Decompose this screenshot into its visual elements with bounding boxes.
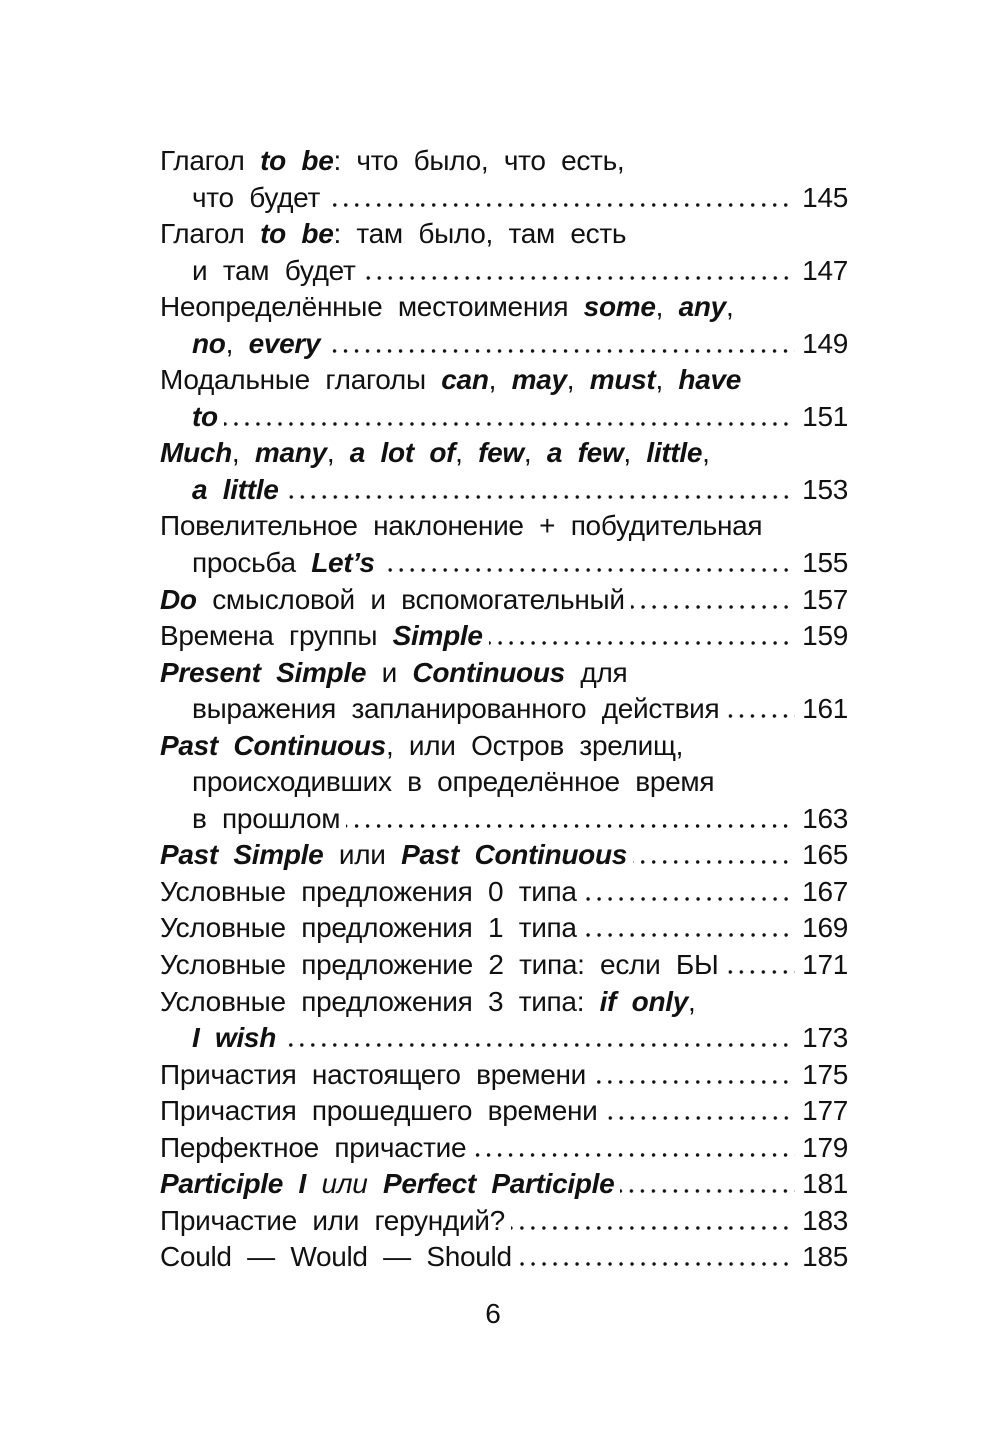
toc-text-segment: , — [566, 364, 590, 396]
toc-entry — [160, 216, 848, 289]
toc-line-text — [192, 1020, 276, 1057]
toc-text-segment: Условные предложения 3 типа: — [160, 985, 600, 1017]
dot-leader — [285, 495, 796, 499]
toc-text-segment: , — [326, 437, 350, 469]
toc-term: Much — [160, 437, 232, 469]
toc-text-segment: в прошлом — [192, 802, 341, 834]
toc-line — [160, 143, 848, 180]
toc-entry — [160, 947, 848, 984]
toc-line-text — [160, 289, 733, 326]
dot-leader — [725, 714, 795, 718]
toc-term: if only — [599, 985, 688, 1017]
toc-term: have — [678, 364, 742, 396]
toc-term: any — [678, 291, 726, 323]
toc-line-text — [160, 362, 741, 399]
toc-line-text — [160, 618, 483, 655]
dot-leader — [631, 605, 796, 609]
toc-line-text — [160, 1203, 505, 1240]
toc-page-ref: 155 — [802, 547, 848, 579]
dot-leader — [326, 203, 795, 207]
toc-entry — [160, 582, 848, 619]
toc-line — [160, 1203, 848, 1240]
toc-entry — [160, 143, 848, 216]
toc-page-ref: 159 — [802, 620, 848, 652]
dot-leader — [362, 276, 796, 280]
toc-text-segment: , — [655, 291, 679, 323]
toc-line — [160, 508, 848, 545]
toc-term: Present Simple — [160, 656, 367, 688]
toc-line-text — [160, 1239, 512, 1276]
toc-line-text — [160, 435, 710, 472]
toc-text-segment: и там будет — [192, 254, 356, 286]
toc-term: little — [646, 437, 703, 469]
toc-line — [160, 655, 848, 692]
toc-term: Continuous — [412, 656, 565, 688]
toc-line-text — [192, 691, 719, 728]
toc-line — [160, 180, 848, 217]
toc-page-ref: 147 — [802, 254, 848, 286]
toc-entry — [160, 874, 848, 911]
toc-entry — [160, 655, 848, 728]
toc-page-ref: 181 — [802, 1168, 848, 1200]
toc-page-ref: 165 — [802, 839, 848, 871]
page-number: 6 — [485, 1298, 501, 1329]
toc-entry — [160, 1130, 848, 1167]
toc-text-segment — [368, 1168, 383, 1199]
toc-term: Past Simple — [160, 839, 324, 871]
dot-leader — [326, 349, 795, 353]
toc-line — [160, 582, 848, 619]
dot-leader — [511, 1226, 795, 1230]
dot-leader — [583, 933, 795, 937]
toc-line — [160, 618, 848, 655]
toc-entry — [160, 289, 848, 362]
toc-text-segment: Could — Would — Should — [160, 1241, 512, 1273]
toc-entry — [160, 435, 848, 508]
dot-leader — [604, 1116, 796, 1120]
toc-entry — [160, 362, 848, 435]
toc-entry — [160, 728, 848, 838]
toc-text-segment — [306, 1168, 321, 1199]
toc-page-ref: 177 — [802, 1095, 848, 1127]
toc-page-ref: 175 — [802, 1058, 848, 1090]
dot-leader — [472, 1153, 795, 1157]
dot-leader — [381, 568, 796, 572]
toc-text-segment: для — [564, 656, 628, 688]
toc-line-text — [160, 1057, 586, 1094]
toc-term: или — [321, 1168, 368, 1200]
toc-line-text — [160, 1130, 466, 1167]
toc-entry — [160, 1166, 848, 1203]
toc-line — [160, 947, 848, 984]
toc-page-ref: 145 — [802, 181, 848, 213]
toc-line — [160, 1020, 848, 1057]
toc-text-segment: что будет — [192, 181, 321, 213]
toc-line — [160, 1057, 848, 1094]
dot-leader — [620, 1189, 795, 1193]
toc-page-ref: 185 — [802, 1241, 848, 1273]
toc-entry — [160, 984, 848, 1057]
toc-page-ref: 163 — [802, 802, 848, 834]
toc-term: must — [589, 364, 656, 396]
dot-leader — [633, 860, 795, 864]
toc-text-segment: просьба — [192, 547, 312, 579]
toc-text-segment: , — [231, 437, 255, 469]
toc-entry — [160, 618, 848, 655]
dot-leader — [224, 422, 795, 426]
toc-line-text — [160, 508, 762, 545]
toc-text-segment: Условные предложения 1 типа — [160, 912, 577, 944]
toc-line — [160, 1239, 848, 1276]
toc-line — [160, 691, 848, 728]
toc-line-text — [160, 837, 627, 874]
dot-leader — [592, 1080, 795, 1084]
toc-line — [160, 472, 848, 509]
toc-entry — [160, 1203, 848, 1240]
toc-text-segment: Причастия прошедшего времени — [160, 1095, 598, 1127]
toc-line — [160, 984, 848, 1021]
toc-text-segment: , — [455, 437, 479, 469]
dot-leader — [346, 824, 795, 828]
toc-page-ref: 161 — [802, 693, 848, 725]
toc-line — [160, 435, 848, 472]
toc-line-text — [160, 984, 695, 1021]
toc-term: Simple — [392, 620, 483, 652]
toc-line — [160, 764, 848, 801]
toc-line — [160, 326, 848, 363]
toc-line — [160, 728, 848, 765]
toc-line-text — [192, 545, 375, 582]
toc-term: Perfect Participle — [383, 1168, 615, 1200]
toc-text-segment: , — [225, 327, 249, 359]
toc-page-ref: 171 — [802, 949, 848, 981]
toc-page-ref: 179 — [802, 1131, 848, 1163]
toc-text-segment: , — [725, 291, 734, 323]
toc-text-segment: : там было, там есть — [333, 218, 627, 250]
toc-term: a little — [192, 473, 279, 505]
toc-line — [160, 910, 848, 947]
toc-term: Let’s — [311, 547, 375, 579]
toc-term: Participle I — [160, 1168, 307, 1200]
toc-line — [160, 1166, 848, 1203]
toc-term: Past Continuous — [160, 729, 386, 761]
toc-entry — [160, 1057, 848, 1094]
toc-line-text — [192, 326, 320, 363]
toc-line-text — [160, 728, 683, 765]
toc-line-text — [192, 180, 320, 217]
toc-text-segment: : что было, что есть, — [333, 145, 625, 176]
toc-line-text — [192, 801, 340, 838]
toc-term: I wish — [192, 1022, 276, 1054]
toc-page-ref: 153 — [802, 473, 848, 505]
toc-page-ref: 157 — [802, 583, 848, 615]
toc-page-ref: 183 — [802, 1204, 848, 1236]
toc-line-text — [160, 1166, 614, 1203]
dot-leader — [282, 1043, 795, 1047]
toc-term: Do — [160, 583, 197, 615]
toc-line — [160, 1130, 848, 1167]
toc-term: few — [478, 437, 524, 469]
toc-line-text — [160, 655, 627, 692]
toc-text-segment: Неопределённые местоимения — [160, 291, 584, 323]
toc-text-segment: Повелительное наклонение + побудительная — [160, 510, 763, 542]
dot-leader — [583, 897, 795, 901]
toc-term: Past Continuous — [401, 839, 628, 871]
toc-text-segment: Причастие или герундий? — [160, 1204, 505, 1236]
toc-text-segment: , — [523, 437, 547, 469]
toc-text-segment: выражения запланированного действия — [192, 693, 720, 725]
toc-line-text — [160, 582, 625, 619]
toc-text-segment: , — [688, 985, 696, 1017]
toc-text-segment: Модальные глаголы — [160, 364, 442, 396]
toc-line-text — [192, 399, 218, 436]
toc-text-segment: и — [366, 656, 413, 688]
dot-leader — [489, 641, 795, 645]
toc-list — [160, 143, 848, 1276]
toc-entry — [160, 1239, 848, 1276]
dot-leader — [724, 970, 795, 974]
toc-page-ref: 167 — [802, 875, 848, 907]
toc-entry — [160, 837, 848, 874]
dot-leader — [518, 1262, 795, 1266]
toc-term: some — [583, 291, 656, 323]
toc-page-ref: 173 — [802, 1022, 848, 1054]
toc-line-text — [160, 216, 626, 253]
toc-term: to — [192, 400, 218, 432]
toc-line — [160, 253, 848, 290]
toc-text-segment: , — [655, 364, 679, 396]
toc-term: can — [441, 364, 489, 396]
toc-term: to be — [260, 218, 334, 250]
toc-text-segment: , — [488, 364, 512, 396]
toc-term: a few — [546, 437, 624, 469]
toc-text-segment: Перфектное причастие — [160, 1131, 467, 1163]
toc-text-segment: Условные предложения 0 типа — [160, 875, 577, 907]
toc-line — [160, 1093, 848, 1130]
toc-term: may — [511, 364, 567, 396]
toc-text-segment: Причастия настоящего времени — [160, 1058, 586, 1090]
toc-entry — [160, 1093, 848, 1130]
toc-line — [160, 289, 848, 326]
toc-page-ref: 151 — [802, 400, 848, 432]
toc-text-segment: Глагол — [160, 145, 261, 176]
toc-text-segment: или — [323, 839, 402, 871]
toc-line — [160, 837, 848, 874]
toc-text-segment: , или Остров зрелищ, — [385, 729, 684, 761]
toc-line-text — [160, 947, 718, 984]
toc-line-text — [192, 764, 714, 801]
toc-line — [160, 399, 848, 436]
toc-line-text — [192, 472, 279, 509]
toc-line — [160, 874, 848, 911]
toc-text-segment: Условные предложение 2 типа: если БЫ — [160, 949, 719, 981]
toc-line-text — [160, 874, 577, 911]
toc-line-text — [160, 1093, 598, 1130]
toc-term: to be — [260, 145, 334, 176]
toc-term: many — [254, 437, 327, 469]
toc-text-segment: Времена группы — [160, 620, 393, 652]
toc-line-text — [192, 253, 356, 290]
toc-term: every — [248, 327, 321, 359]
toc-line-text — [160, 143, 624, 180]
toc-entry — [160, 508, 848, 581]
toc-line — [160, 362, 848, 399]
toc-text-segment: , — [702, 437, 710, 469]
toc-term: no — [192, 327, 226, 359]
toc-text-segment: Глагол — [160, 218, 261, 250]
toc-page-ref: 169 — [802, 912, 848, 944]
toc-term: a lot of — [349, 437, 456, 469]
toc-line — [160, 801, 848, 838]
toc-entry — [160, 910, 848, 947]
toc-line-text — [160, 910, 577, 947]
toc-line — [160, 216, 848, 253]
toc-text-segment: происходивших в определённое время — [192, 766, 715, 798]
toc-line — [160, 545, 848, 582]
toc-page-ref: 149 — [802, 327, 848, 359]
toc-text-segment: смысловой и вспомогательный — [196, 583, 625, 615]
toc-text-segment: , — [623, 437, 647, 469]
